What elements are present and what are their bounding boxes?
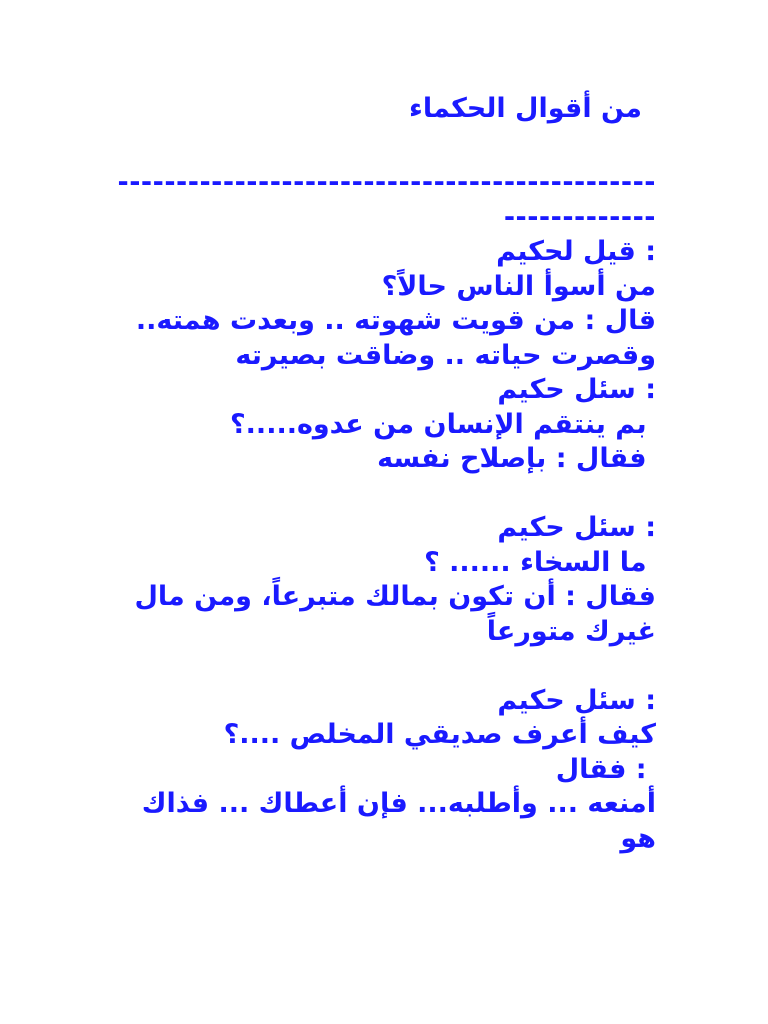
question-line: من أسوأ الناس حالاً؟ — [381, 270, 656, 302]
section-4 — [110, 684, 656, 857]
answer-label-line: : فقال — [555, 753, 656, 785]
section-1 — [110, 235, 656, 373]
question-line: بم ينتقم الإنسان من عدوه.....؟ — [230, 408, 656, 440]
question-line: كيف أعرف صديقي المخلص ....؟ — [223, 719, 656, 750]
question-line: ما السخاء ...... ؟ — [424, 546, 656, 578]
dashed-separator: ----------------------------------------------------------- — [117, 167, 656, 233]
document-title: من أقوال الحكماء — [409, 93, 642, 124]
spacer — [110, 132, 656, 166]
section-heading: : سئل حكيم — [497, 374, 656, 405]
answer-line: أمنعه ... وأطلبه... فإن أعطاك ... فذاك هو — [132, 788, 656, 854]
section-heading: : سئل حكيم — [497, 684, 656, 716]
section-heading: : قيل لحكيم — [496, 236, 656, 267]
answer-line: فقال : بإصلاح نفسه — [377, 443, 656, 474]
document-body — [110, 92, 656, 856]
blank-line — [110, 649, 656, 684]
blank-line — [110, 477, 656, 512]
section-3 — [110, 511, 656, 649]
answer-line: فقال : أن تكون بمالك متبرعاً، ومن مال غيرك متورعاً — [125, 581, 656, 647]
answer-line: قال : من قويت شهوته .. وبعدت همته.. وقصرت حياته .. وضاقت بصيرته — [126, 305, 656, 371]
section-2 — [110, 373, 656, 477]
section-heading: : سئل حكيم — [497, 512, 656, 543]
